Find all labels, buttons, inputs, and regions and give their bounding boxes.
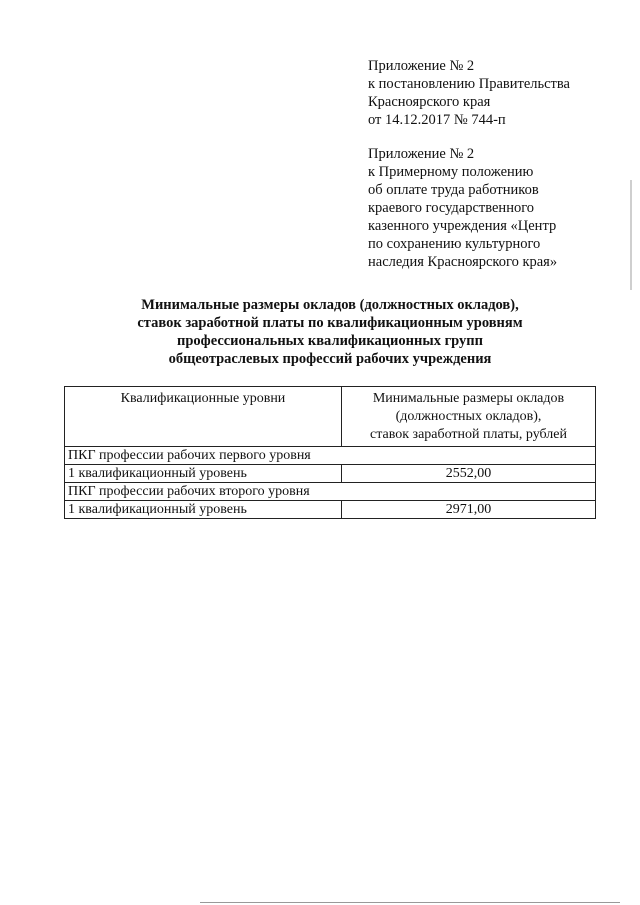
appendix-line: казенного учреждения «Центр [368,218,557,234]
table-header-row [65,387,596,447]
salary-table [64,386,596,519]
appendix-line: Приложение № 2 [368,146,475,162]
level-label: 1 квалификационный уровень [65,501,342,519]
header-line: ставок заработной платы, рублей [370,427,567,442]
header-line: Минимальные размеры окладов [372,391,565,406]
appendix-block-resolution [368,57,618,129]
title-line: Минимальные размеры окладов (должностных окладов), [141,297,519,313]
scan-bottom-line [200,902,620,903]
group-label: ПКГ профессии рабочих второго уровня [65,483,596,501]
appendix-line: Красноярского края [368,94,491,110]
scan-edge-mark [630,180,632,290]
salary-value: 2552,00 [342,465,596,483]
appendix-line: по сохранению культурного [368,236,541,252]
header-line: (должностных окладов), [395,409,542,424]
title-line: ставок заработной платы по квалификационным уровням [137,315,523,331]
level-label: 1 квалификационный уровень [65,465,342,483]
appendix-line: от 14.12.2017 № 744-п [368,112,506,128]
title-line: профессиональных квалификационных групп [177,333,483,349]
appendix-line: к Примерному положению [368,164,534,180]
table-group-row [65,447,596,465]
appendix-line: краевого государственного [368,200,535,216]
appendix-block-regulation [368,145,618,271]
table-group-row [65,483,596,501]
title-line: общеотраслевых профессий рабочих учреждения [168,351,492,367]
document-title [60,296,600,368]
appendix-line: наследия Красноярского края» [368,254,558,270]
group-label: ПКГ профессии рабочих первого уровня [65,447,596,465]
header-qualification-levels: Квалификационные уровни [65,387,342,447]
table-row [65,465,596,483]
appendix-line: Приложение № 2 [368,58,475,74]
appendix-line: об оплате труда работников [368,182,539,198]
appendix-line: к постановлению Правительства [368,76,570,92]
table-row [65,501,596,519]
header-minimum-salary [342,387,596,447]
salary-value: 2971,00 [342,501,596,519]
